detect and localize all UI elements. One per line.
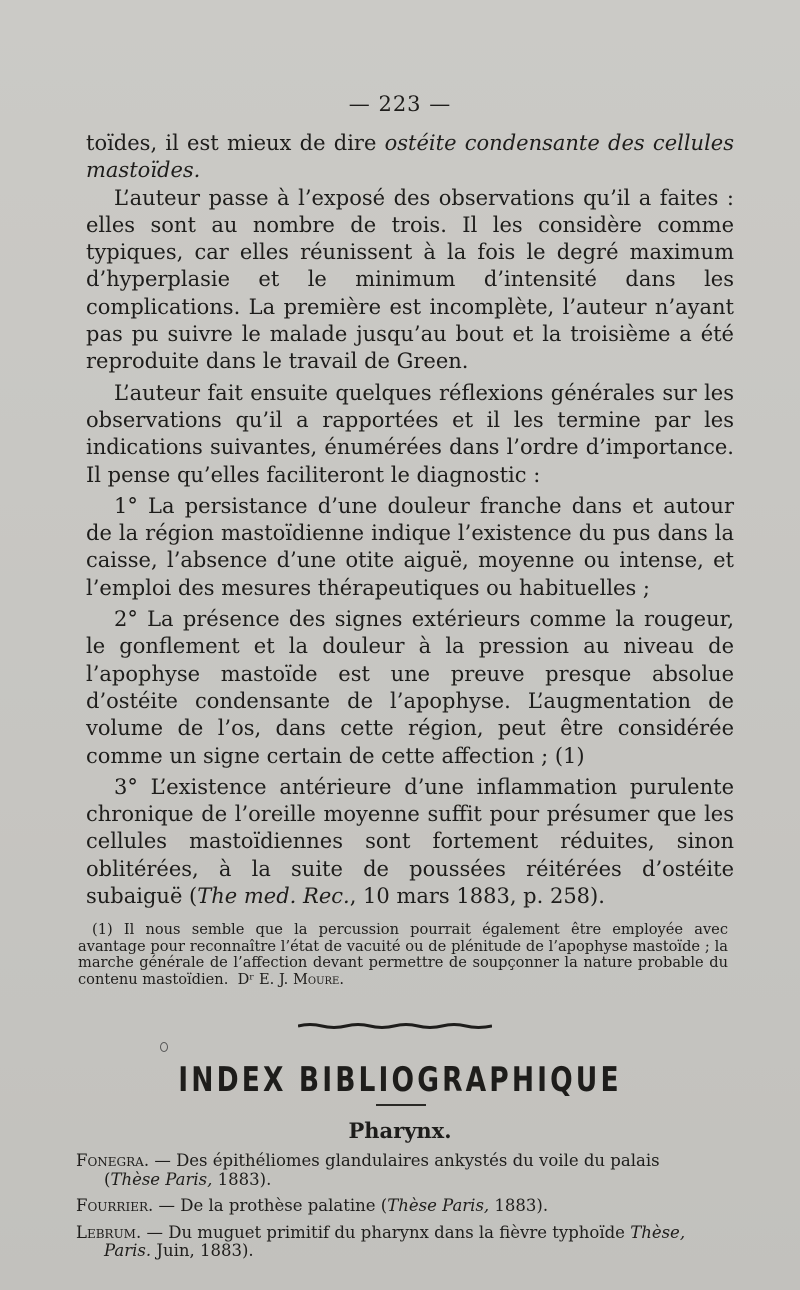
entry-author: Lebrum.	[76, 1222, 142, 1242]
point-3-text: 3° L’existence antérieure d’une inflammation purulente chronique de l’oreille moyenne suffit pour présumer que les cellules mastoïdiennes sont fortement réduites, sinon oblitérées, à la suite de poussées réitérées d’ostéite subaiguë (	[86, 774, 734, 909]
entry-source: Thèse Paris,	[110, 1169, 213, 1189]
entry-title: — De la prothèse palatine (	[153, 1196, 388, 1215]
bibliography-entry	[76, 1197, 716, 1216]
heading-underline	[376, 1104, 426, 1106]
footnote-signature-name: Moure.	[292, 970, 344, 988]
paragraph-continuation	[86, 130, 734, 185]
section-heading: Pharynx.	[348, 1118, 452, 1143]
entry-title: — Des épithéliomes glandulaires ankystés du voile du palais (	[104, 1151, 660, 1189]
ink-speck-mark	[160, 1042, 168, 1052]
entry-date: 1883).	[489, 1196, 549, 1215]
continuation-text: toïdes, il est mieux de dire	[86, 131, 385, 155]
footnote-text	[78, 922, 728, 988]
footnote	[78, 922, 728, 988]
footnote-body: (1) Il nous semble que la percussion pourrait également être employée avec avantage pour reconnaître l’état de vacuité ou de plénitude de l’apophyse mastoïde ; la marche générale de l’affection devant permettre de soupçonner la nature probable du contenu mastoïdien.	[78, 921, 728, 988]
entry-source: Thèse Paris,	[387, 1196, 490, 1215]
entry-author: Fourrier.	[76, 1196, 154, 1215]
decorative-rule	[298, 1022, 492, 1030]
bibliography-list	[76, 1152, 716, 1269]
entry-title: — Du muguet primitif du pharynx dans la fièvre typhoïde	[141, 1222, 631, 1242]
citation-journal: The med. Rec.	[197, 884, 350, 909]
paragraph-observations: L’auteur passe à l’exposé des observations qu’il a faites : elles sont au nombre de trois. Il les considère comme typiques, car elles réunissent à la fois le degré maximum d’hyperplasie et le minimum d’intensité dans les complications. La première est incomplète, l’auteur n’ayant pas pu suivre le malade jusqu’au bout et la troisième a été reproduite dans le travail de Green.	[86, 185, 734, 374]
paragraph-point-3	[86, 774, 734, 910]
footnote-signature-prefix: Dʳ E. J.	[237, 970, 293, 988]
index-heading: INDEX BIBLIOGRAPHIQUE	[178, 1060, 622, 1100]
continuation-italic: ostéite condensante des cellules mastoïdes.	[86, 131, 734, 183]
page-number: — 223 —	[348, 92, 452, 116]
paragraph-point-2: 2° La présence des signes extérieurs comme la rougeur, le gonflement et la douleur à la pression au niveau de l’apophyse mastoïde est une preuve presque absolue d’ostéite condensante de l’apophyse. L’augmentation de volume de l’os, dans cette région, peut être considérée comme un signe certain de cette affection ; (1)	[86, 607, 734, 768]
bibliography-entry	[76, 1224, 716, 1261]
bibliography-entry	[76, 1152, 716, 1189]
paragraph-point-1: 1° La persistance d’une douleur franche dans et autour de la région mastoïdienne indique l’existence du pus dans la caisse, l’absence d’une otite aiguë, moyenne ou intense, et l’emploi des mesures thérapeutiques ou habituelles ;	[86, 493, 734, 600]
article-body	[86, 130, 734, 910]
entry-author: Fonegra.	[76, 1151, 150, 1170]
entry-date: Juin, 1883).	[151, 1241, 254, 1260]
paragraph-reflections: L’auteur fait ensuite quelques réflexions générales sur les observations qu’il a rapportées et il les termine par les indications suivantes, énumérées dans l’ordre d’importance. Il pense qu’elles faciliteront le diagnostic :	[86, 380, 734, 487]
citation-date: , 10 mars 1883, p. 258).	[349, 884, 605, 909]
entry-date: 1883).	[212, 1169, 272, 1189]
entry-source: Thèse, Paris.	[104, 1222, 686, 1260]
